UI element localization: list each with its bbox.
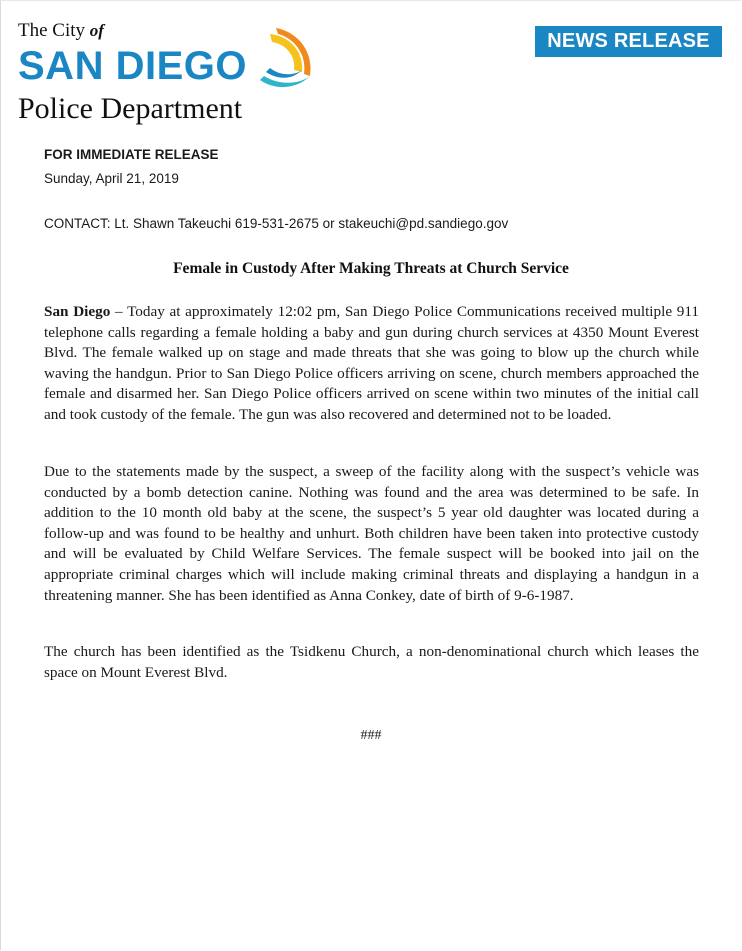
release-type: FOR IMMEDIATE RELEASE [44,147,219,162]
logo-city-of [18,20,104,42]
body-paragraph-2: Due to the statements made by the suspect, a sweep of the facility along with the suspect’s vehicle was conducted by a bomb detection canine. Nothing was found and the area was determined to be safe. In addition to the 10 month old baby at the scene, the suspect’s 5 year old daughter was located during a follow-up and was found to be healthy and unhurt. Both children have been taken into protective custody and will be evaluated by Child Welfare Services. The female suspect will be booked into jail on the appropriate criminal charges which will include making criminal threats and displaying a handgun in a threatening manner. She has been identified as Anna Conkey, date of birth of 9-6-1987. [44,463,699,604]
sun-wave-icon [254,24,316,94]
contact-info: CONTACT: Lt. Shawn Takeuchi 619-531-2675 or stakeuchi@pd.sandiego.gov [44,216,509,231]
news-release-badge: NEWS RELEASE [535,26,722,57]
logo-san-diego: SAN DIEGO [18,44,247,88]
logo-of: of [89,21,104,40]
release-date: Sunday, April 21, 2019 [44,171,179,186]
end-mark: ### [360,728,382,743]
logo-the-city: The City [18,20,90,41]
logo-police-department: Police Department [18,92,243,125]
dateline: San Diego [44,303,111,320]
body-paragraph-1 [44,302,699,426]
press-release-headline: Female in Custody After Making Threats at Church Service [173,260,569,277]
body-paragraph-1-text: – Today at approximately 12:02 pm, San Diego Police Communications received multiple 911 telephone calls regarding a female holding a baby and gun during church services at 4350 Mount Everest Blvd. The female walked up on stage and made threats that she was going to blow up the church while waving the handgun. Prior to San Diego Police officers arriving on scene, church members approached the female and disarmed her. San Diego Police officers arrived on scene within two minutes of the initial call and took custody of the female. The gun was also recovered and determined not to be loaded. [44,303,699,423]
body-paragraph-3: The church has been identified as the Tsidkenu Church, a non-denominational church which leases the space on Mount Everest Blvd. [44,643,699,681]
sdpd-logo [18,20,318,130]
